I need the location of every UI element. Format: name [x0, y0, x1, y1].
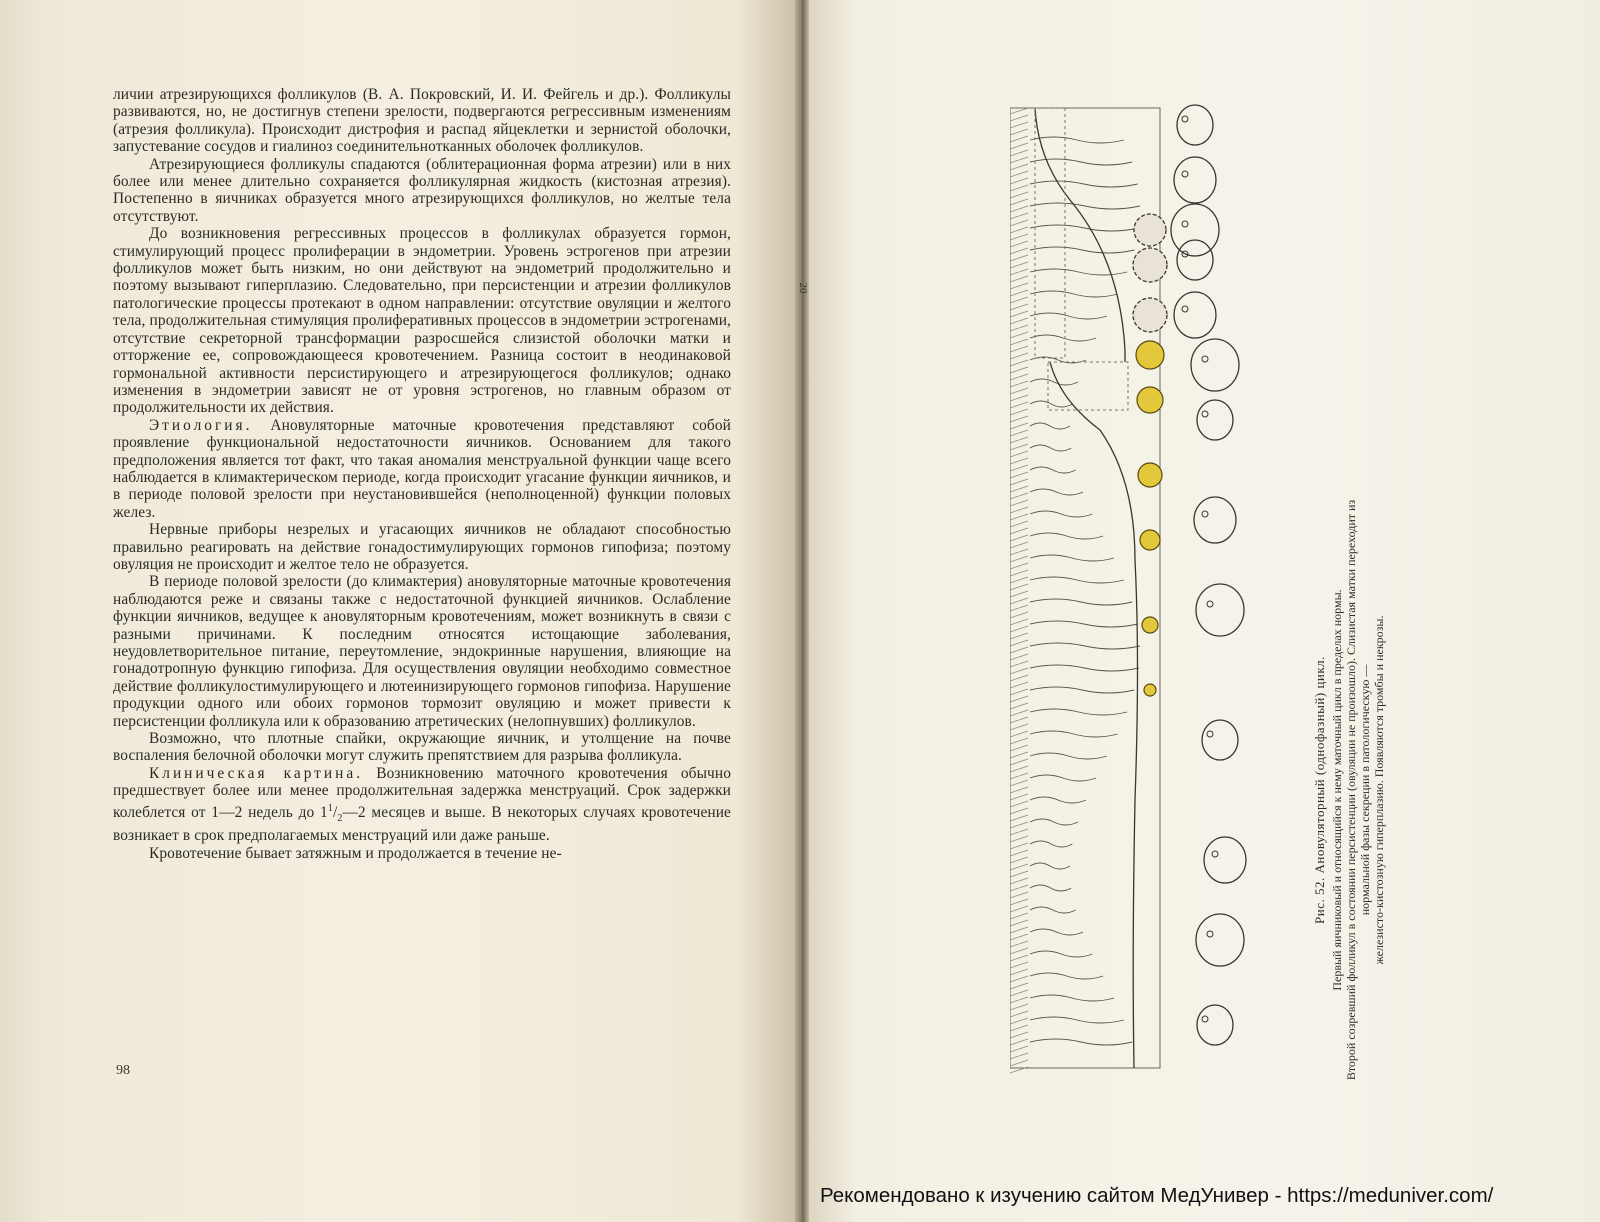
hatch-line — [1010, 563, 1028, 569]
hatch-line — [1010, 829, 1028, 835]
hatch-line — [1010, 668, 1028, 674]
gland-line — [1030, 885, 1071, 891]
gland-line — [1030, 247, 1134, 253]
gland-line — [1030, 709, 1127, 715]
oocyte-drawing — [1202, 411, 1208, 417]
hatch-line — [1010, 220, 1028, 226]
hatch-line — [1010, 808, 1028, 814]
hatch-line — [1010, 185, 1028, 191]
hatch-line — [1010, 843, 1028, 849]
hatch-line — [1010, 773, 1028, 779]
hatch-line — [1010, 927, 1028, 933]
hatch-line — [1010, 780, 1028, 786]
hatch-line — [1010, 367, 1028, 373]
gland-line — [1030, 775, 1096, 781]
corpus-luteum-drawing — [1142, 617, 1158, 633]
gland-line — [1030, 511, 1092, 517]
figure-52-diagram — [1010, 100, 1280, 1090]
gland-line — [1030, 269, 1127, 275]
hatch-line — [1010, 738, 1028, 744]
ovarian-cycle-drawings — [1133, 105, 1246, 1045]
gland-line — [1030, 445, 1071, 451]
hatch-line — [1010, 682, 1028, 688]
hatch-line — [1010, 311, 1028, 317]
hatch-line — [1010, 171, 1028, 177]
hatch-line — [1010, 542, 1028, 548]
hatch-line — [1010, 850, 1028, 856]
hatch-line — [1010, 486, 1028, 492]
hatch-line — [1010, 1025, 1028, 1031]
hatch-line — [1010, 892, 1028, 898]
hatch-line — [1010, 122, 1028, 128]
hatch-line — [1010, 374, 1028, 380]
side-page-number: 20 — [797, 282, 809, 294]
hatch-line — [1010, 388, 1028, 394]
oocyte-drawing — [1182, 306, 1188, 312]
gland-line — [1030, 753, 1107, 759]
paragraph: личии атрезирующихся фолликулов (В. А. Покровский, И. И. Фейгель и др.). Фолликулы развиваются, но, не достигнув степени зрелости, подвергаются регрессивным изменениям (атрезия фолликула). Происходит дистрофия и распад яйцеклетки и зернистой оболочки, запустевание сосудов и гиалиноз соединительнотканных оболочек фолликулов. — [113, 86, 731, 156]
follicle-drawing — [1177, 105, 1213, 145]
hatch-line — [1010, 976, 1028, 982]
oocyte-drawing — [1212, 851, 1218, 857]
hatch-line — [1010, 1060, 1028, 1066]
oocyte-drawing — [1202, 511, 1208, 517]
clinical-text-continued: —2 месяцев и выше. В некоторых случаях кровотечение возникает в срок предполагаемых менструаций или даже раньше. — [113, 803, 731, 845]
hatch-line — [1010, 269, 1028, 275]
caption-line: Второй созревший фолликул в состоянии персистенции (овуляции не произошло). Слизистая матки переходит из нормальной фазы секреции в патологическую — — [1344, 499, 1372, 1081]
hatch-line — [1010, 990, 1028, 996]
gland-line — [1030, 423, 1070, 429]
follicle-drawing — [1196, 584, 1244, 636]
hatch-line — [1010, 1018, 1028, 1024]
gland-line — [1030, 1017, 1124, 1023]
hatch-line — [1010, 262, 1028, 268]
fraction-numerator: 1 — [327, 802, 333, 814]
hatch-line — [1010, 248, 1028, 254]
gland-line — [1030, 401, 1072, 407]
caption-line: Первый яичниковый и относящийся к нему маточный цикл в пределах нормы. — [1330, 589, 1344, 991]
gland-line — [1030, 907, 1076, 913]
gland-line — [1030, 687, 1134, 693]
hatch-line — [1010, 549, 1028, 555]
hatch-line — [1010, 192, 1028, 198]
hatch-line — [1010, 871, 1028, 877]
hatch-line — [1010, 906, 1028, 912]
hatch-line — [1010, 451, 1028, 457]
hatch-line — [1010, 934, 1028, 940]
hatch-line — [1010, 570, 1028, 576]
gland-line — [1030, 577, 1124, 583]
hatch-line — [1010, 864, 1028, 870]
follicle-drawing — [1174, 157, 1216, 203]
hatch-line — [1010, 353, 1028, 359]
hatch-line — [1010, 283, 1028, 289]
hatch-line — [1010, 836, 1028, 842]
hatch-line — [1010, 1004, 1028, 1010]
hatch-line — [1010, 647, 1028, 653]
hatch-line — [1010, 997, 1028, 1003]
hatch-line — [1010, 584, 1028, 590]
clinical-text: Возникновению маточного кровотечения обычно предшествует более или менее продолжительная задержка менструаций. Срок задержки колеблется от 1—2 недель до 1 — [113, 764, 732, 821]
hatch-line — [1010, 136, 1028, 142]
hatch-line — [1010, 535, 1028, 541]
hatch-line — [1010, 598, 1028, 604]
gland-line — [1030, 335, 1096, 341]
gland-line — [1030, 841, 1072, 847]
gland-line — [1030, 225, 1139, 231]
gland-line — [1030, 929, 1083, 935]
hatch-line — [1010, 724, 1028, 730]
hatch-line — [1010, 507, 1028, 513]
paragraph-last-line: Кровотечение бывает затяжным и продолжается в течение не- — [149, 844, 562, 862]
follicle-drawing — [1202, 720, 1238, 760]
etiology-paragraph — [113, 417, 731, 521]
gland-line — [1030, 137, 1124, 143]
hatch-line — [1010, 696, 1028, 702]
corpus-luteum-drawing — [1140, 530, 1160, 550]
hatch-line — [1010, 899, 1028, 905]
hatch-line — [1010, 745, 1028, 751]
regressing-body-drawing — [1133, 248, 1167, 282]
corpus-luteum-drawing — [1138, 463, 1162, 487]
hatch-line — [1010, 661, 1028, 667]
hatch-line — [1010, 346, 1028, 352]
hatch-line — [1010, 528, 1028, 534]
hatch-line — [1010, 227, 1028, 233]
hatch-line — [1010, 752, 1028, 758]
hatch-line — [1010, 941, 1028, 947]
gland-line — [1030, 599, 1132, 605]
hatch-line — [1010, 458, 1028, 464]
corpus-luteum-drawing — [1137, 387, 1163, 413]
hatch-line — [1010, 479, 1028, 485]
gland-line — [1030, 555, 1114, 561]
hatch-line — [1010, 731, 1028, 737]
hatch-line — [1010, 493, 1028, 499]
oocyte-drawing — [1207, 931, 1213, 937]
gland-line — [1030, 863, 1070, 869]
gland-line — [1030, 643, 1140, 649]
endometrial-glands — [1030, 137, 1140, 1045]
hatch-line — [1010, 1039, 1028, 1045]
hatch-line — [1010, 276, 1028, 282]
hatch-line — [1010, 577, 1028, 583]
hatch-line — [1010, 822, 1028, 828]
hatch-line — [1010, 472, 1028, 478]
hatch-line — [1010, 1053, 1028, 1059]
hatch-line — [1010, 759, 1028, 765]
paragraph: Атрезирующиеся фолликулы спадаются (облитерационная форма атрезии) или в них более или менее длительно сохраняется фолликулярная жидкость (кистозная атрезия). Постепенно в яичниках образуется много атрезирующихся фолликулов, но желтые тела отсутствуют. — [113, 155, 731, 225]
hatch-line — [1010, 969, 1028, 975]
hatch-line — [1010, 416, 1028, 422]
hatch-line — [1010, 766, 1028, 772]
left-page-text — [113, 86, 731, 862]
hatch-line — [1010, 150, 1028, 156]
hatch-line — [1010, 381, 1028, 387]
follicle-drawing — [1197, 1005, 1233, 1045]
gland-line — [1030, 203, 1140, 209]
oocyte-drawing — [1182, 116, 1188, 122]
gland-line — [1030, 731, 1118, 737]
hatch-line — [1010, 115, 1028, 121]
hatch-line — [1010, 339, 1028, 345]
endometrium-thickness-curve-1 — [1035, 108, 1125, 362]
hatch-line — [1010, 675, 1028, 681]
watermark: Рекомендовано к изучению сайтом МедУнивер - https://meduniver.com/ — [820, 1184, 1494, 1207]
hatch-line — [1010, 556, 1028, 562]
hatch-line — [1010, 787, 1028, 793]
hatch-line — [1010, 129, 1028, 135]
hatch-line — [1010, 640, 1028, 646]
hatch-line — [1010, 689, 1028, 695]
paragraph: Возможно, что плотные спайки, окружающие яичник, и утолщение на почве воспаления белочной оболочки могут служить препятствием для разрыва фолликула. — [113, 730, 731, 765]
follicle-drawing — [1171, 204, 1219, 256]
hatch-line — [1010, 500, 1028, 506]
caption-title: Рис. 52. Ановуляторный (однофазный) цикл. — [1312, 656, 1327, 924]
hatch-line — [1010, 304, 1028, 310]
hatch-line — [1010, 794, 1028, 800]
oocyte-drawing — [1202, 356, 1208, 362]
hatch-line — [1010, 325, 1028, 331]
follicle-drawing — [1177, 240, 1213, 280]
clinical-paragraph: Клиническая картина. Возникновению маточного кровотечения обычно предшествует более или менее продолжительная задержка менструаций. Срок задержки колеблется от 1—2 недель до $1^1/_2—2$ месяцев и выше. В некоторых случаях кровотечение возникает в срок предполагаемых менструаций или даже раньше. — [113, 764, 732, 845]
gland-line — [1030, 489, 1083, 495]
oocyte-drawing — [1202, 1016, 1208, 1022]
caption-line: железисто-кистозную гиперплазию. Появляются тромбы и некрозы. — [1372, 615, 1386, 965]
follicle-drawing — [1196, 914, 1244, 966]
hatch-line — [1010, 521, 1028, 527]
hatch-line — [1010, 633, 1028, 639]
hatch-line — [1010, 430, 1028, 436]
hatch-line — [1010, 297, 1028, 303]
page-number: 98 — [116, 1063, 130, 1078]
gland-line — [1030, 533, 1103, 539]
hatch-line — [1010, 465, 1028, 471]
gland-line — [1030, 995, 1114, 1001]
hatch-line — [1010, 234, 1028, 240]
figure-caption — [1313, 490, 1413, 1090]
hatch-line — [1010, 157, 1028, 163]
hatch-line — [1010, 654, 1028, 660]
hatch-line — [1010, 1032, 1028, 1038]
paragraph: В периоде половой зрелости (до климактерия) ановуляторные маточные кровотечения наблюдаются реже и связаны также с недостаточной функцией яичников. Ослабление функции яичников, ведущее к ановуляторным кровотечениям, может возникнуть в связи с разными причинами. К последним относятся истощающие заболевания, неудовлетворительное питание, переутомление, эндокринные нарушения, влияющие на гонадотропную функцию гипофиза. Для осуществления овуляции необходимо совместное действие фолликулостимулирующего и лютеинизирующего гормонов гипофиза. Нарушение продукции одного или обоих гормонов тормозит овуляцию и может привести к персистенции фолликула или к образованию атретических (нелопнувших) фолликулов. — [113, 573, 731, 730]
hatch-line — [1010, 913, 1028, 919]
hatch-line — [1010, 983, 1028, 989]
hatch-line — [1010, 395, 1028, 401]
hatch-line — [1010, 962, 1028, 968]
regressing-body-drawing — [1133, 298, 1167, 332]
hatch-line — [1010, 108, 1028, 114]
hatch-line — [1010, 605, 1028, 611]
gland-line — [1030, 159, 1132, 165]
corpus-luteum-drawing — [1144, 684, 1156, 696]
oocyte-drawing — [1207, 601, 1213, 607]
hatch-line — [1010, 318, 1028, 324]
gland-line — [1030, 665, 1139, 671]
etiology-heading: Этиология. — [149, 416, 253, 434]
etiology-text: Ановуляторные маточные кровотечения представляют собой проявление функциональной недостаточности яичников. Основанием для такого предположения является тот факт, что такая аномалия менструальной функции чаще всего наблюдается в климактерическом периоде, когда происходит угасание функции яичников, и в периоде половой зрелости при неустановившейся (неполноценной) функции половых желез. — [113, 416, 731, 521]
oocyte-drawing — [1182, 221, 1188, 227]
hatch-line — [1010, 199, 1028, 205]
gland-line — [1030, 973, 1103, 979]
hatch-line — [1010, 591, 1028, 597]
clinical-heading: Клиническая картина. — [149, 764, 364, 782]
hatch-line — [1010, 241, 1028, 247]
hatch-line — [1010, 178, 1028, 184]
hatch-line — [1010, 402, 1028, 408]
hatch-line — [1010, 164, 1028, 170]
hatch-line — [1010, 878, 1028, 884]
gland-line — [1030, 621, 1138, 627]
regressing-body-drawing — [1134, 214, 1166, 246]
hatch-line — [1010, 332, 1028, 338]
book-gutter — [795, 0, 809, 1222]
hatch-line — [1010, 885, 1028, 891]
hatch-line — [1010, 290, 1028, 296]
gland-line — [1030, 379, 1078, 385]
follicle-drawing — [1197, 400, 1233, 440]
hatch-line — [1010, 206, 1028, 212]
hatch-line — [1010, 955, 1028, 961]
hatch-line — [1010, 143, 1028, 149]
hatch-line — [1010, 920, 1028, 926]
hatched-muscle-layer — [1010, 108, 1028, 1073]
hatch-line — [1010, 437, 1028, 443]
oocyte-drawing — [1182, 171, 1188, 177]
gland-line — [1030, 313, 1107, 319]
gland-line — [1030, 291, 1118, 297]
follicle-drawing — [1191, 339, 1239, 391]
gland-line — [1030, 819, 1078, 825]
fraction-denominator: 2 — [337, 812, 343, 824]
hatch-line — [1010, 1011, 1028, 1017]
oocyte-drawing — [1207, 731, 1213, 737]
hatch-line — [1010, 213, 1028, 219]
follicle-drawing — [1194, 497, 1236, 543]
hatch-line — [1010, 815, 1028, 821]
gland-line — [1030, 467, 1076, 473]
hatch-line — [1010, 423, 1028, 429]
gland-line — [1030, 951, 1092, 957]
corpus-luteum-drawing — [1136, 341, 1164, 369]
paragraph: До возникновения регрессивных процессов в фолликулах образуется гормон, стимулирующий процесс пролиферации в эндометрии. Уровень эстрогенов при атрезии фолликулов может быть низким, но они действуют на эндометрий продолжительно и поэтому вызывают гиперплазию. Следовательно, при персистенции и атрезии фолликулов патологические процессы протекают в одном направлении: отсутствие овуляции и желтого тела, продолжительная стимуляция пролиферативных процессов в эндометрии эстрогенами, отсутствие секреторной трансформации разросшейся слизистой оболочки матки и отторжение ее, сопровождающееся кровотечением. Разница состоит в неодинаковой гормональной активности персистирующего и атрезирующегося фолликулов; однако изменения в эндометрии зависят не от уровня эстрогенов, но главным образом от продолжительности их действия. — [113, 225, 731, 417]
hatch-line — [1010, 948, 1028, 954]
gland-line — [1030, 181, 1138, 187]
hatch-line — [1010, 857, 1028, 863]
gland-line — [1030, 1039, 1132, 1045]
hatch-line — [1010, 612, 1028, 618]
hatch-line — [1010, 626, 1028, 632]
hatch-line — [1010, 444, 1028, 450]
hatch-line — [1010, 619, 1028, 625]
hatch-line — [1010, 409, 1028, 415]
hatch-line — [1010, 255, 1028, 261]
follicle-drawing — [1204, 837, 1246, 883]
paragraph: Нервные приборы незрелых и угасающих яичников не обладают способностью правильно реагировать на действие гонадостимулирующих гормонов гипофиза; поэтому овуляция не происходит и желтое тело не образуется. — [113, 521, 731, 573]
hatch-line — [1010, 703, 1028, 709]
hatch-line — [1010, 710, 1028, 716]
hatch-line — [1010, 1046, 1028, 1052]
hatch-line — [1010, 360, 1028, 366]
follicle-drawing — [1174, 292, 1216, 338]
hatch-line — [1010, 801, 1028, 807]
hatch-line — [1010, 717, 1028, 723]
gland-line — [1030, 797, 1086, 803]
hatch-line — [1010, 514, 1028, 520]
